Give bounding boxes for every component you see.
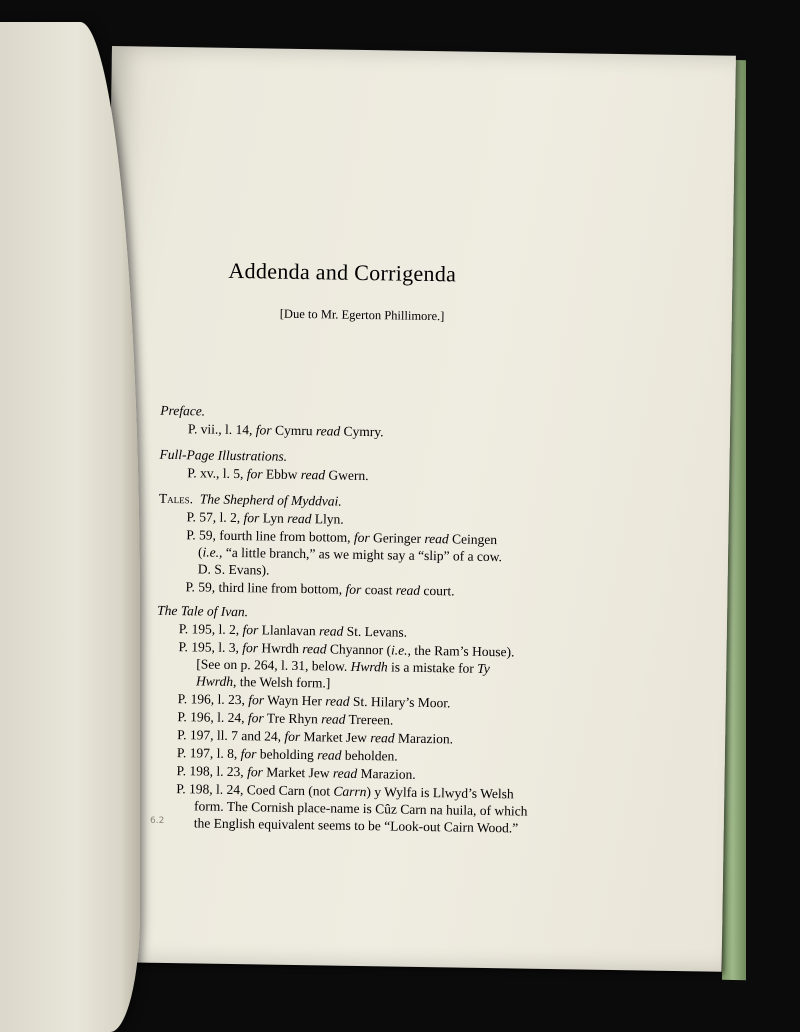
entry-preface-1: P. vii., l. 14, for Cymru read Cymry. [187, 421, 384, 440]
entry-tales-3: P. 59, third line from bottom, for coast read court. [185, 579, 455, 599]
entry-ivan-3: P. 196, l. 23, for Wayn Her read St. Hilary’s Moor. [177, 691, 451, 711]
entry-ivan-6: P. 197, l. 8, for beholding read beholden. [176, 745, 398, 764]
entry-ivan-4: P. 196, l. 24, for Tre Rhyn read Trereen. [177, 709, 394, 728]
entry-tales-2-line-1: P. 59, fourth line from bottom, for Geringer read Ceingen [186, 527, 498, 548]
right-page [98, 46, 736, 972]
entry-tales-2-line-3: D. S. Evans). [197, 561, 270, 578]
entry-illustrations-1: P. xv., l. 5, for Ebbw read Gwern. [187, 465, 369, 484]
page-title: Addenda and Corrigenda [228, 257, 457, 287]
pencil-margin-note: 6.2 [150, 816, 165, 826]
section-heading-tales: Tales. The Shepherd of Myddvai. [158, 490, 342, 509]
page-subtitle: [Due to Mr. Egerton Phillimore.] [279, 306, 445, 324]
entry-ivan-2-line-2: [See on p. 264, l. 31, below. Hwrdh is a mistake for Ty [196, 656, 490, 677]
entry-ivan-1: P. 195, l. 2, for Llanlavan read St. Levans. [178, 621, 408, 640]
entry-tales-1: P. 57, l. 2, for Lyn read Llyn. [186, 509, 344, 527]
section-heading-ivan: The Tale of Ivan. [157, 602, 249, 620]
left-page [0, 22, 140, 1032]
section-heading-illustrations: Full-Page Illustrations. [159, 446, 288, 464]
entry-ivan-8-line-3: the English equivalent seems to be “Look-out Cairn Wood.” [193, 815, 519, 836]
section-heading-preface: Preface. [160, 402, 206, 419]
entry-ivan-8-line-2: form. The Cornish place-name is Cûz Carn na huila, of which [193, 798, 528, 819]
entry-ivan-2-line-1: P. 195, l. 3, for Hwrdh read Chyannor (i.e., the Ram’s House). [178, 639, 515, 660]
entry-ivan-8-line-1: P. 198, l. 24, Coed Carn (not Carrn) y Wylfa is Llwyd’s Welsh [176, 781, 514, 802]
entry-ivan-5: P. 197, ll. 7 and 24, for Market Jew read Marazion. [177, 727, 454, 747]
entry-tales-2-line-2: (i.e., “a little branch,” as we might say a “slip” of a cow. [197, 544, 503, 565]
entry-ivan-7: P. 198, l. 23, for Market Jew read Marazion. [176, 763, 416, 782]
entry-ivan-2-line-3: Hwrdh, the Welsh form.] [195, 673, 331, 691]
